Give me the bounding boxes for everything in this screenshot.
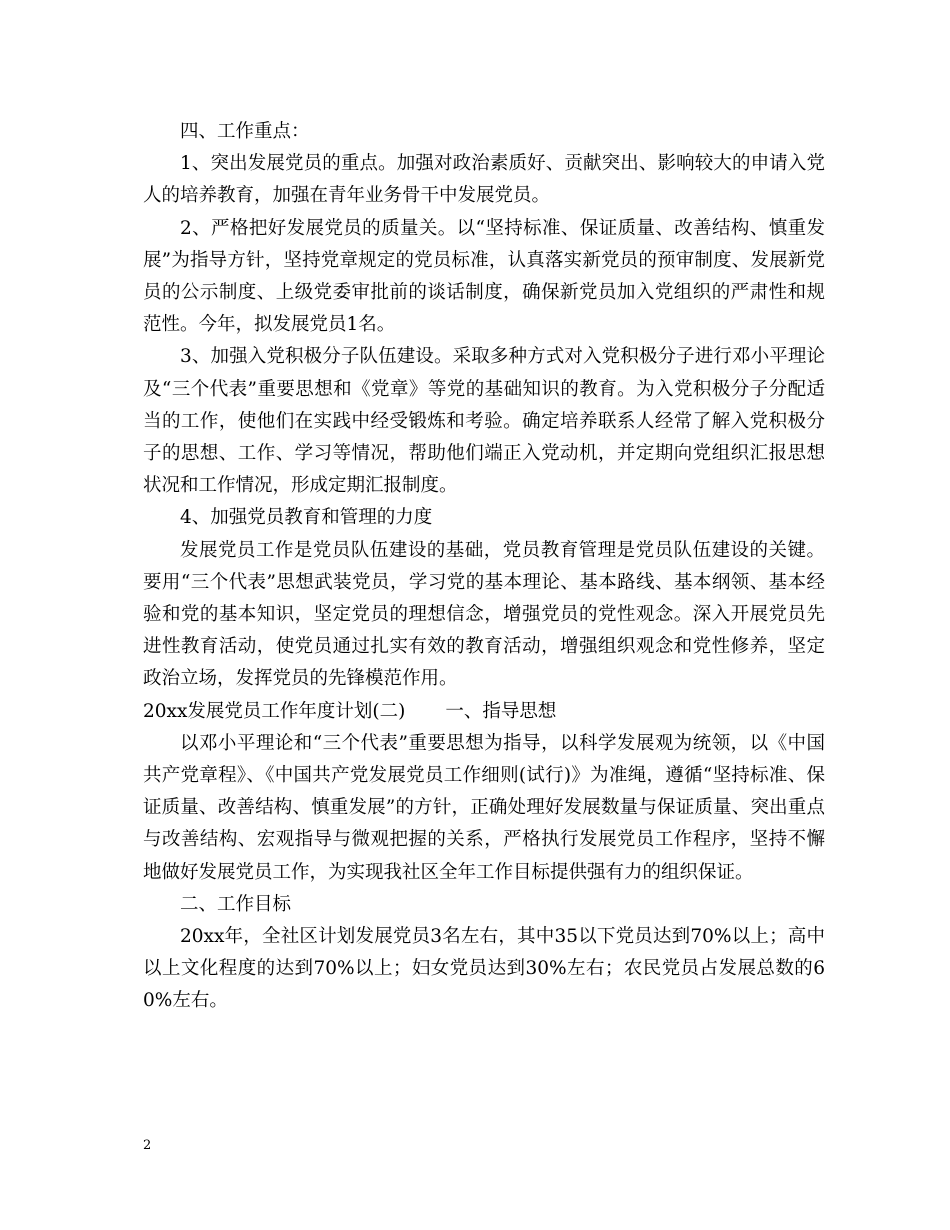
paragraph-focus-4-body: 发展党员工作是党员队伍建设的基础，党员教育管理是党员队伍建设的关键。要用“三个代表”思想武装党员，学习党的基本理论、基本路线、基本纲领、基本经验和党的基本知识，坚定党员的理想信念，增强党员的党性观念。深入开展党员先进性教育活动，使党员通过扎实有效的教育活动，增强组织观念和党性修养，坚定政治立场，发挥党员的先锋模范作用。 bbox=[143, 539, 825, 690]
plan-title: 20xx发展党员工作年度计划(二) bbox=[143, 700, 406, 722]
plan-title-line bbox=[143, 696, 825, 728]
section-two-paragraph: 20xx年，全社区计划发展党员3名左右，其中35以下党员达到70%以上；高中以上文化程度的达到70%以上；妇女党员达到30%左右；农民党员占发展总数的60%左右。 bbox=[143, 926, 825, 1012]
paragraph-focus-2: 2、严格把好发展党员的质量关。以“坚持标准、保证质量、改善结构、慎重发展”为指导方针，坚持党章规定的党员标准，认真落实新党员的预审制度、发展新党员的公示制度、上级党委审批前的谈话制度，确保新党员加入党组织的严肃性和规范性。今年，拟发展党员1名。 bbox=[143, 217, 825, 336]
paragraph-focus-4-heading: 4、加强党员教育和管理的力度 bbox=[180, 507, 433, 529]
heading-work-focus: 四、工作重点： bbox=[180, 121, 310, 142]
section-one-paragraph: 以邓小平理论和“三个代表”重要思想为指导，以科学发展观为统领，以《中国共产党章程》、《中国共产党发展党员工作细则(试行)》为准绳，遵循“坚持标准、保证质量、改善结构、慎重发展”的方针，正确处理好发展数量与保证质量、突出重点与改善结构、宏观指导与微观把握的关系，严格执行发展党员工作程序，坚持不懈地做好发展党员工作，为实现我社区全年工作目标提供强有力的组织保证。 bbox=[143, 732, 825, 883]
document-body bbox=[143, 116, 825, 1018]
paragraph-focus-3: 3、加强入党积极分子队伍建设。采取多种方式对入党积极分子进行邓小平理论及“三个代表”重要思想和《党章》等党的基础知识的教育。为入党积极分子分配适当的工作，使他们在实践中经受锻炼和考验。确定培养联系人经常了解入党积极分子的思想、工作、学习等情况，帮助他们端正入党动机，并定期向党组织汇报思想状况和工作情况，形成定期汇报制度。 bbox=[143, 346, 825, 497]
section-two-heading: 二、工作目标 bbox=[180, 893, 292, 915]
page-number: 2 bbox=[143, 1138, 152, 1153]
section-one-heading: 一、指导思想 bbox=[445, 700, 557, 722]
paragraph-focus-1: 1、突出发展党员的重点。加强对政治素质好、贡献突出、影响较大的申请入党人的培养教育，加强在青年业务骨干中发展党员。 bbox=[143, 153, 825, 207]
